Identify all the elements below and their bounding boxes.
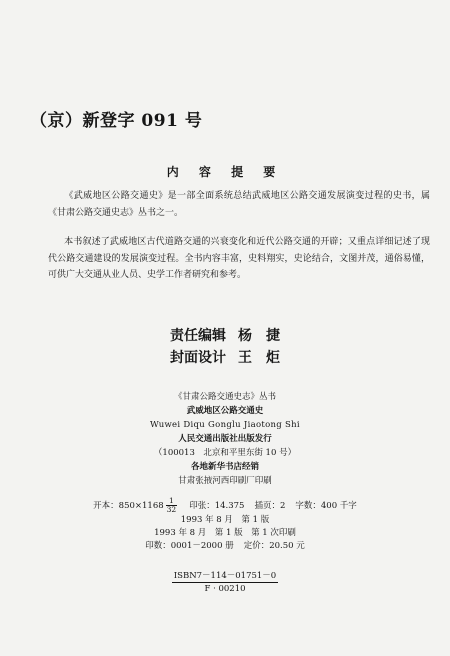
first-edition: 1993 年 8 月 第 1 版 bbox=[180, 515, 270, 525]
editor-role: 责任编辑 bbox=[170, 328, 226, 344]
format-fraction bbox=[166, 497, 178, 514]
summary-title: 内 容 提 要 bbox=[166, 165, 284, 179]
print-run: 印数：0001－2000 册 bbox=[145, 541, 234, 551]
word-count: 字数：400 千字 bbox=[295, 501, 357, 511]
specs-block bbox=[0, 497, 450, 553]
format-denominator: 32 bbox=[166, 505, 177, 514]
summary-paragraph-2 bbox=[48, 234, 430, 284]
book-title: 武威地区公路交通史 bbox=[186, 406, 264, 416]
format-label: 开本：850×1168 bbox=[93, 501, 164, 511]
summary-paragraph-1-text: 《武威地区公路交通史》是一部全面系统总结武威地区公路交通发展演变过程的史书，属《甘肃公路交通史志》丛书之一。 bbox=[48, 191, 430, 218]
isbn-block bbox=[0, 570, 450, 595]
distributor: 各地新华书店经销 bbox=[190, 462, 259, 472]
print-run-row bbox=[0, 540, 450, 553]
publication-block bbox=[0, 390, 450, 488]
summary-paragraph-2-text: 本书叙述了武威地区古代道路交通的兴衰变化和近代公路交通的开辟；又重点详细记述了现代公路交通建设的发展演变过程。全书内容丰富，史料翔实，史论结合，文图并茂，通俗易懂，可供广大交通从业人员、史学工作者研究和参考。 bbox=[48, 237, 430, 280]
editor-name: 杨 捷 bbox=[238, 328, 280, 344]
first-printing: 1993 年 8 月 第 1 版 第 1 次印刷 bbox=[154, 528, 296, 538]
summary-paragraph-1 bbox=[48, 188, 430, 221]
cover-role: 封面设计 bbox=[170, 350, 226, 366]
classification-number: F · 00210 bbox=[204, 584, 246, 594]
book-title-pinyin: Wuwei Diqu Gonglu Jiaotong Shi bbox=[150, 420, 300, 430]
price: 定价：20.50 元 bbox=[243, 541, 305, 551]
cover-credit bbox=[0, 347, 450, 369]
format-row bbox=[0, 497, 450, 514]
editor-credit bbox=[0, 325, 450, 347]
cover-name: 王 炬 bbox=[238, 350, 280, 366]
publishing-license: （京）新登字 091 号 bbox=[30, 111, 203, 131]
series-name: 《甘肃公路交通史志》丛书 bbox=[173, 392, 276, 402]
publisher: 人民交通出版社出版发行 bbox=[178, 434, 272, 444]
sheets: 印张：14.375 bbox=[189, 501, 245, 511]
isbn-number: ISBN7－114－01751－0 bbox=[173, 571, 277, 581]
publisher-address: （100013 北京和平里东街 10 号） bbox=[153, 448, 297, 458]
format-numerator: 1 bbox=[166, 497, 178, 506]
printer: 甘肃张掖河西印刷厂印刷 bbox=[178, 476, 272, 486]
plates: 插页：2 bbox=[254, 501, 286, 511]
credits-block bbox=[0, 325, 450, 369]
